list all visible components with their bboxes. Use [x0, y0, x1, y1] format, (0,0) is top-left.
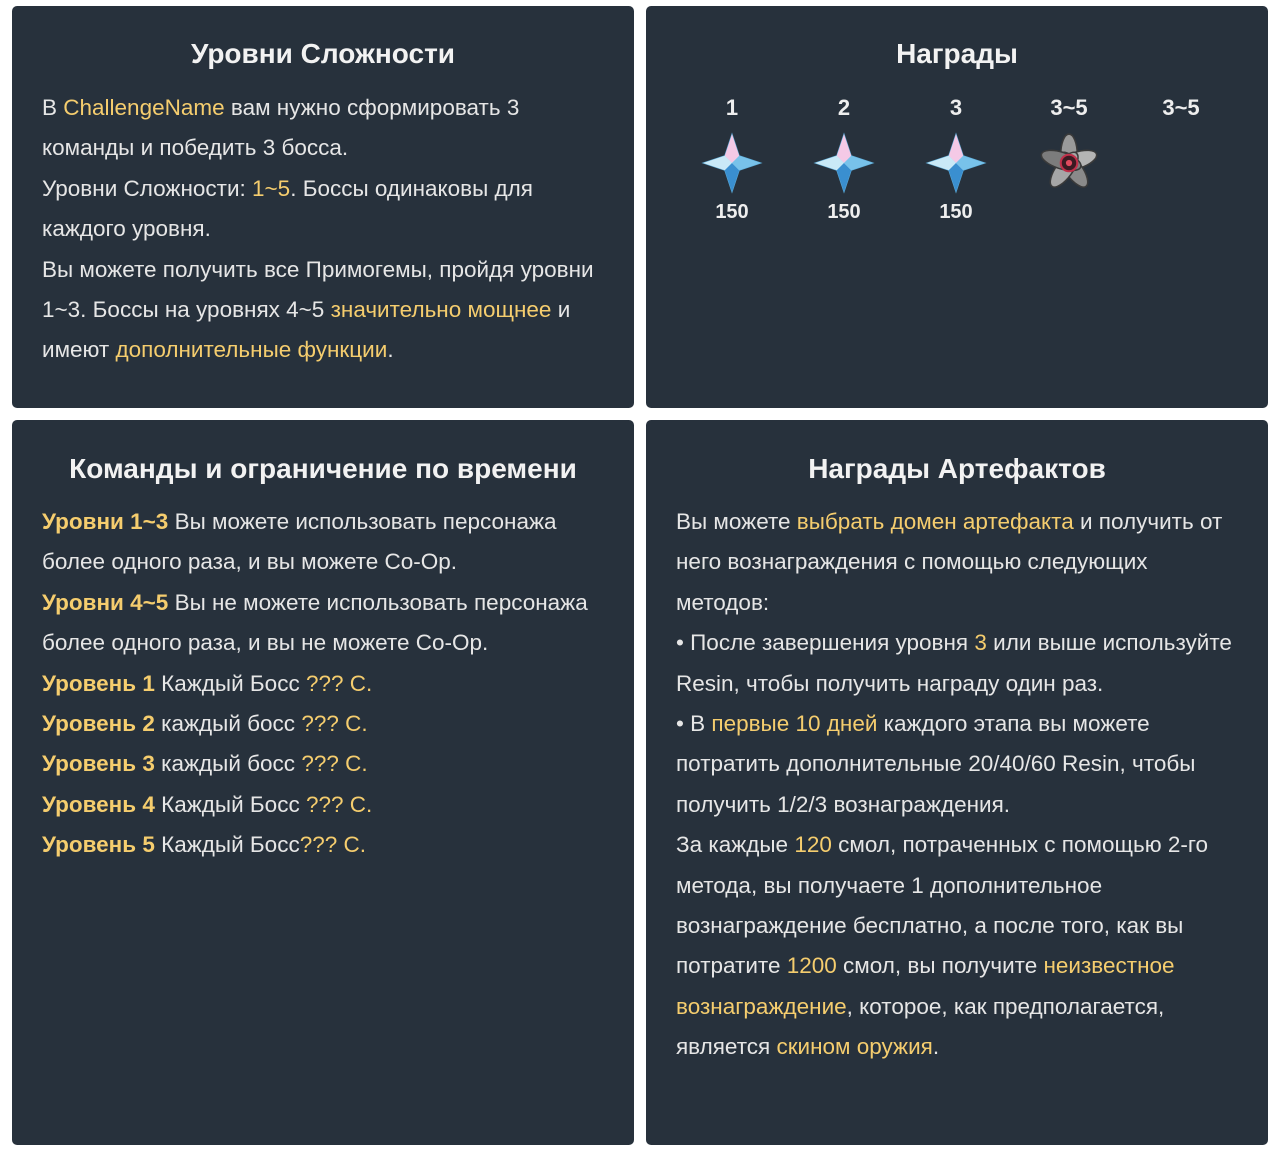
difficulty-paragraph-1: В ChallengeName вам нужно сформировать 3 команды и победить 3 босса. [42, 95, 520, 161]
reward-column [682, 90, 782, 226]
difficulty-range: 1~5 [252, 175, 291, 201]
difficulty-paragraph-2: Уровни Сложности: 1~5. Боссы одинаковы для каждого уровня. [42, 175, 533, 242]
difficulty-paragraph-3: Вы можете получить все Примогемы, пройдя уровни 1~3. Боссы на уровнях 4~5 значительно мощнее и имеют дополнительные функции. [42, 256, 594, 363]
time-limit-line: Уровень 5 Каждый Босс??? С. [42, 832, 366, 858]
primogem-icon [925, 132, 987, 194]
difficulty-panel [12, 6, 634, 408]
challenge-name: ChallengeName [63, 95, 225, 120]
difficulty-text [42, 88, 612, 371]
artifacts-paragraph-4: За каждые 120 смол, потраченных с помощью 2-го метода, вы получаете 1 дополнительное вознаграждение бесплатно, а после того, как вы потратите 1200 смол, вы получите неизвестное вознаграждение, которое, как предполагается, является скином оружия. [676, 832, 1209, 1060]
reward-amount: 150 [827, 201, 861, 223]
primogem-icon [813, 132, 875, 194]
time-limit-line: Уровень 1 Каждый Босс ??? С. [42, 670, 373, 696]
reward-level: 3 [949, 95, 963, 120]
artifacts-paragraph-3: • В первые 10 дней каждого этапа вы можете потратить дополнительные 20/40/60 Resin, чтобы получить 1/2/3 вознаграждения. [676, 711, 1196, 817]
time-limit-line: Уровень 2 каждый босс ??? С. [42, 711, 368, 737]
reward-amount: 150 [939, 201, 973, 223]
teams-line: Уровни 4~5 Вы не можете использовать персонажа более одного раза, и вы не можете Co-Op. [42, 589, 588, 656]
artifacts-paragraph-2: • После завершения уровня 3 или выше используйте Resin, чтобы получить награду один раз. [676, 630, 1232, 696]
artifacts-paragraph-1: Вы можете выбрать домен артефакта и получить от него вознаграждения с помощью следующих методов: [676, 509, 1223, 615]
time-limit-line: Уровень 3 каждый босс ??? С. [42, 751, 368, 777]
reward-level: 3~5 [1162, 95, 1200, 120]
reward-level: 1 [725, 95, 739, 120]
artifacts-text [676, 502, 1246, 1068]
rewards-panel [646, 6, 1268, 408]
teams-line: Уровни 1~3 Вы можете использовать персонажа более одного раза, и вы можете Co-Op. [42, 509, 557, 575]
reward-column [906, 90, 1006, 226]
reward-column [794, 90, 894, 226]
teams-title: Команды и ограничение по времени [69, 453, 577, 484]
flower-artifact-icon [1038, 132, 1100, 194]
reward-level: 3~5 [1050, 95, 1088, 120]
reward-level: 2 [837, 95, 851, 120]
teams-text [42, 502, 612, 866]
artifact-rewards-panel [646, 420, 1268, 1145]
time-limit-line: Уровень 4 Каждый Босс ??? С. [42, 791, 373, 817]
reward-column [1131, 90, 1231, 126]
artifacts-title: Награды Артефактов [808, 453, 1106, 484]
reward-amount: 150 [715, 201, 749, 223]
primogem-icon [701, 132, 763, 194]
reward-column [1019, 90, 1119, 198]
difficulty-title: Уровни Сложности [190, 38, 456, 69]
rewards-title: Награды [896, 38, 1018, 69]
teams-panel [12, 420, 634, 1145]
